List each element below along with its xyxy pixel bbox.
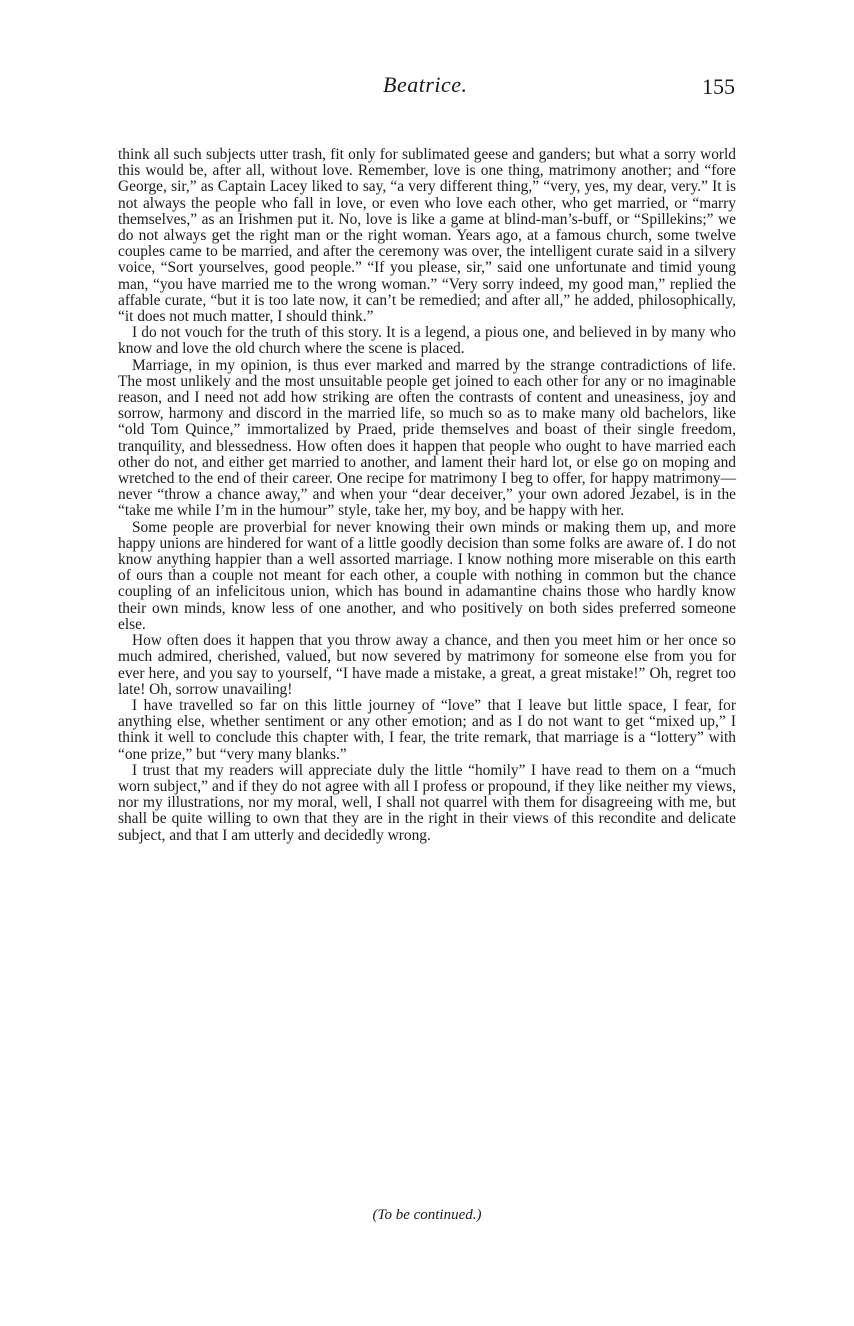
body-text	[118, 147, 736, 844]
paragraph: think all such subjects utter trash, fit only for sublimated geese and ganders; but what a sorry world this would be, after all, without love. Remember, love is one thing, matrimony another; and “fore George, sir,” as Captain Lacey liked to say, “a very different thing,” “very, yes, my dear, very.” It is not always the people who fall in love, or even who love each other, who get married, or “marry themselves,” as an Irishmen put it. No, love is like a game at blind-man’s-buff, or “Spillekins;” we do not always get the right man or the right woman. Years ago, at a famous church, some twelve couples came to be married, and after the ceremony was over, the intelligent curate said in a silvery voice, “Sort yourselves, good people.” “If you please, sir,” said one unfortunate and timid young man, “you have married me to the wrong woman.” “Very sorry indeed, my good man,” replied the affable curate, “but it is too late now, it can’t be remedied; and after all,” he added, philosophically, “it does not much matter, I should think.”	[118, 146, 736, 326]
paragraph: Some people are proverbial for never knowing their own minds or making them up, and more happy unions are hindered for want of a little goodly decision than some folks are aware of. I do not know anything happier than a well assorted marriage. I know nothing more miserable on this earth of ours than a couple not meant for each other, a couple with nothing in common but the chance coupling of an infelicitous union, which has bound in adamantine chains those who hardly know their own minds, know less of one another, and who positively on both sides preferred someone else.	[118, 518, 736, 633]
running-title: Beatrice.	[383, 72, 468, 97]
page-number: 155	[702, 74, 735, 99]
to-be-continued-note: (To be continued.)	[372, 1207, 482, 1223]
paragraph: Marriage, in my opinion, is thus ever marked and marred by the strange contradictions of life. The most unlikely and the most unsuitable people get joined to each other for any or no imaginable reason, and I need not add how striking are often the contrasts of content and uneasiness, joy and sorrow, harmony and discord in the married life, so much so as to make many old bachelors, like “old Tom Quince,” immortalized by Praed, pride themselves and boast of their single freedom, tranquility, and blessedness. How often does it happen that people who ought to have married each other do not, and either get married to another, and lament their hard lot, or else go on moping and wretched to the end of their career. One recipe for matrimony I beg to offer, for happy matrimony—never “throw a chance away,” and when your “dear deceiver,” your own adored Jezabel, is in the “take me while I’m in the humour” style, take her, my boy, and be happy with her.	[118, 356, 736, 520]
page-header	[0, 72, 854, 112]
paragraph: I do not vouch for the truth of this story. It is a legend, a pious one, and believed in by many who know and love the old church where the scene is placed.	[118, 324, 736, 358]
paragraph: How often does it happen that you throw away a chance, and then you meet him or her once so much admired, cherished, valued, but now severed by matrimony for someone else from you for ever here, and you say to yourself, “I have made a mistake, a great, a great mistake!” Oh, regret too late! Oh, sorrow unavailing!	[118, 632, 736, 698]
paragraph: I trust that my readers will appreciate duly the little “homily” I have read to them on a “much worn subject,” and if they do not agree with all I profess or propound, if they like neither my views, nor my illustrations, nor my moral, well, I shall not quarrel with them for disagreeing with me, but shall be quite willing to own that they are in the right in their views of this recondite and delicate subject, and that I am utterly and decidedly wrong.	[118, 761, 736, 844]
paragraph: I have travelled so far on this little journey of “love” that I leave but little space, I fear, for anything else, whether sentiment or any other emotion; and as I do not want to get “mixed up,” I think it well to conclude this chapter with, I fear, the trite remark, that marriage is a “lottery” with “one prize,” but “very many blanks.”	[118, 696, 736, 763]
